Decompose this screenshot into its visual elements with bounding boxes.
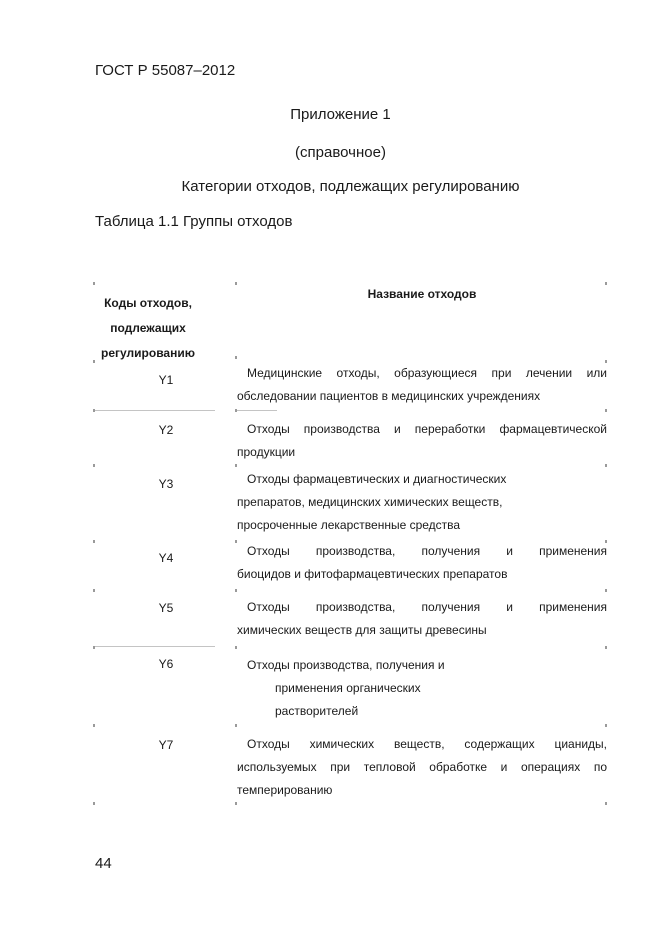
description-line: темперированию	[237, 783, 333, 797]
description-line: Отходы фармацевтических и диагностических	[247, 472, 507, 486]
row-description	[237, 468, 607, 537]
column-header-name: Название отходов	[367, 287, 477, 301]
description-line: Отходы производства, получения и применения	[247, 600, 607, 614]
appendix-title: Приложение 1	[290, 106, 391, 123]
row-code: Y1	[158, 373, 174, 387]
description-line: препаратов, медицинских химических веществ,	[237, 495, 503, 509]
description-line: растворителей	[275, 704, 359, 718]
row-description	[237, 733, 607, 802]
header-codes-line: подлежащих	[110, 321, 186, 335]
table-title: Таблица 1.1 Группы отходов	[95, 213, 293, 230]
appendix-type: (справочное)	[295, 144, 386, 161]
row-code: Y3	[158, 477, 174, 491]
description-line: химических веществ для защиты древесины	[237, 623, 487, 637]
header-codes-line: Коды отходов,	[104, 296, 192, 310]
description-line: применения органических	[275, 681, 421, 695]
description-line: продукции	[237, 445, 296, 459]
row-code: Y7	[158, 738, 174, 752]
description-line: Отходы производства и переработки фармацевтической	[247, 422, 607, 436]
description-line: Медицинские отходы, образующиеся при лечении или	[247, 366, 607, 380]
page-number: 44	[95, 855, 112, 872]
header-codes-line: регулированию	[101, 346, 195, 360]
description-line: обследовании пациентов в медицинских учреждениях	[237, 389, 541, 403]
description-line: биоцидов и фитофармацевтических препаратов	[237, 567, 508, 581]
row-description	[237, 418, 607, 464]
description-line: Отходы производства, получения и	[247, 658, 445, 672]
description-line: просроченные лекарственные средства	[237, 518, 461, 532]
row-description	[237, 362, 607, 408]
description-line: Отходы производства, получения и применения	[247, 544, 607, 558]
standard-code: ГОСТ Р 55087–2012	[95, 62, 236, 79]
category-title: Категории отходов, подлежащих регулированию	[181, 178, 520, 195]
row-description	[237, 654, 607, 723]
column-header-codes	[88, 291, 208, 366]
row-code: Y4	[158, 551, 174, 565]
row-description	[237, 540, 607, 586]
row-code: Y2	[158, 423, 174, 437]
row-description	[237, 596, 607, 642]
description-line: используемых при тепловой обработке и операциях по	[237, 760, 607, 774]
description-line: Отходы химических веществ, содержащих цианиды,	[247, 737, 607, 751]
row-code: Y5	[158, 601, 174, 615]
row-code: Y6	[158, 657, 174, 671]
